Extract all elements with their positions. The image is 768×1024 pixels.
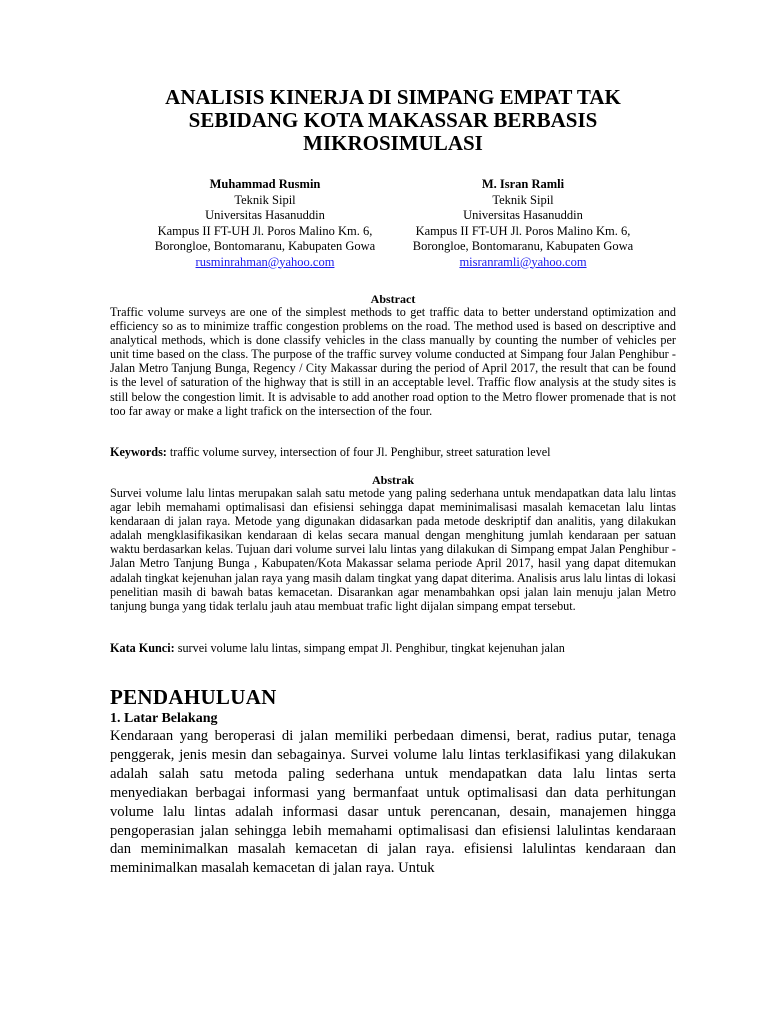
abstrak-heading: Abstrak xyxy=(371,473,414,487)
title-line: ANALISIS KINERJA DI SIMPANG EMPAT TAK xyxy=(165,85,621,109)
abstrak-text: Survei volume lalu lintas merupakan salah satu metode yang paling sederhana untuk mendapatkan data lalu lintas agar lebih memahami optimalisasi dan efisiensi sehingga dapat meminimalisasi masalah kemacetan lalu lintas kendaraan di jalan raya. Metode yang digunakan didasarkan pada metode deskriptif dan analitis, yang dilakukan adalah mengklasifikasikan kendaraan di kelas secara manual dengan menghitung jumlah kendaraan per satuan waktu berdasarkan kelas. Tujuan dari volume survei lalu lintas yang dilakukan di Simpang empat Jalan Penghibur - Jalan Metro Tanjung Bunga , Kabupaten/Kota Makassar selama periode April 2017, hasil yang dapat ditemukan adalah tingkat kejenuhan jalan raya yang masih dalam tingkat yang dapat diterima. Analisis arus lalu lintas di lokasi penelitian masih di bawah batas kemacetan. Disarankan agar menambahkan opsi jalan lain menuju jalan Metro tanjung bunga yang tidak terlalu jauh atau membuat trafic light dijalan simpang empat tersebut. xyxy=(110,486,676,613)
kata-kunci-label: Kata Kunci: xyxy=(110,641,175,655)
section-title: PENDAHULUAN xyxy=(110,685,277,709)
kata-kunci-text: survei volume lalu lintas, simpang empat Jl. Penghibur, tingkat kejenuhan jalan xyxy=(174,641,565,655)
author-department: Teknik Sipil xyxy=(492,192,554,207)
author-email-link[interactable]: rusminrahman@yahoo.com xyxy=(195,254,335,269)
keywords-label: Keywords: xyxy=(110,445,167,459)
author-university: Universitas Hasanuddin xyxy=(463,208,583,222)
author-department: Teknik Sipil xyxy=(234,192,296,207)
keywords xyxy=(110,445,676,459)
author-email-link[interactable]: misranramli@yahoo.com xyxy=(459,254,587,269)
keywords-text: traffic volume survey, intersection of four Jl. Penghibur, street saturation level xyxy=(166,445,551,459)
abstract-text: Traffic volume surveys are one of the simplest methods to get traffic data to better understand optimization and efficiency so as to minimize traffic congestion problems on the road. The method used is based on descriptive and analytical methods, which is done classify vehicles in the class manually by counting the number of vehicles per unit time based on the class. The purpose of the traffic survey volume conducted at Simpang four Jalan Penghibur - Jalan Metro Tanjung Bunga, Regency / City Makassar during the period of April 2017, the result that can be found is the level of saturation of the highway that is still in an acceptable level. Traffic flow analysis at the study sites is still below the congestion limit. It is advisable to add another road option to the Metro flower promenade that is not too far away or make a light trafick on the intersection of the four. xyxy=(110,305,676,418)
body-paragraph: Kendaraan yang beroperasi di jalan memiliki perbedaan dimensi, berat, radius putar, tenaga penggerak, jenis mesin dan sebagainya. Survei volume lalu lintas terklasifikasi yang dilakukan adalah salah satu metoda paling sederhana untuk mendapatkan data lalu lintas serta menyediakan berbagai informasi yang bermanfaat untuk optimalisasi dan data perhitungan volume lalu lintas adalah informasi dasar untuk perencanan, desain, manajemen hingga pengoperasian jalan sehingga lebih memahami optimalisasi dan efisiensi lalulintas kendaraan dan meminimalkan masalah kemacetan di jalan raya. efisiensi lalulintas kendaraan dan meminimalkan masalah kemacetan di jalan raya. Untuk xyxy=(110,728,676,877)
author-name: M. Isran Ramli xyxy=(481,177,565,191)
author-university: Universitas Hasanuddin xyxy=(205,208,325,222)
abstract-heading: Abstract xyxy=(370,292,416,306)
kata-kunci xyxy=(110,641,676,655)
subsection-title: 1. Latar Belakang xyxy=(110,711,218,726)
author-address-line: Borongloe, Bontomaranu, Kabupaten Gowa xyxy=(154,239,376,253)
author-name: Muhammad Rusmin xyxy=(209,177,321,191)
title-line: SEBIDANG KOTA MAKASSAR BERBASIS xyxy=(188,108,598,132)
paper-title xyxy=(110,86,676,155)
title-line: MIKROSIMULASI xyxy=(303,131,483,155)
author-address-line: Borongloe, Bontomaranu, Kabupaten Gowa xyxy=(412,239,634,253)
author-1 xyxy=(140,177,390,270)
author-2 xyxy=(398,177,648,270)
author-address-line: Kampus II FT-UH Jl. Poros Malino Km. 6, xyxy=(157,223,373,238)
author-address-line: Kampus II FT-UH Jl. Poros Malino Km. 6, xyxy=(415,223,631,238)
